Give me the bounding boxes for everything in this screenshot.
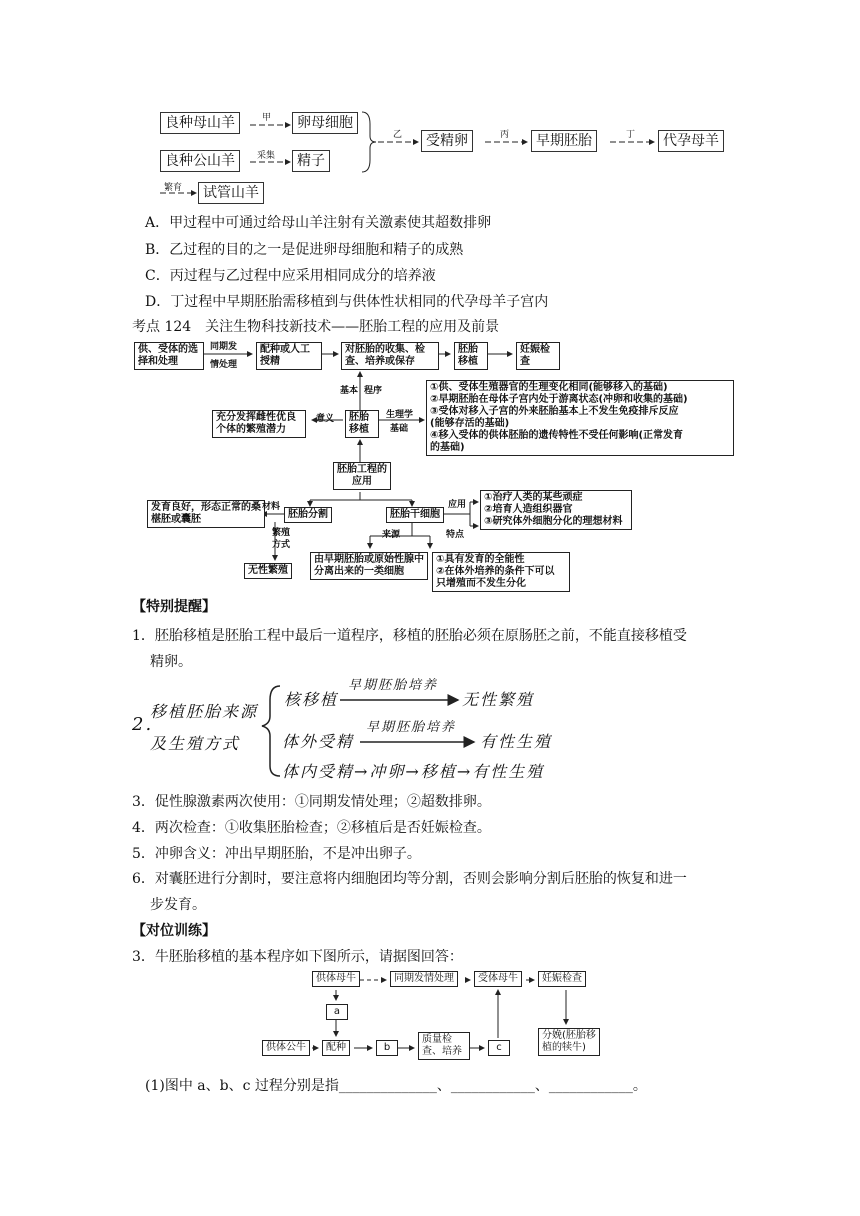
oocyte-box: 卵母细胞	[292, 112, 358, 134]
mating-box: 配种或人工授精	[256, 342, 322, 370]
step-b-box: b	[376, 1040, 398, 1056]
significance-box: 充分发挥雌性优良个体的繁殖潜力	[212, 410, 306, 438]
sync-estrus-box: 同期发情处理	[390, 971, 458, 987]
donor-bull-box: 供体公牛	[262, 1040, 310, 1056]
tip-6a: 6．对囊胚进行分割时，要注意将内细胞团均等分割，否则会影响分割后胚胎的恢复和进一	[132, 871, 687, 887]
tip-1a: 1．胚胎移植是胚胎工程中最后一道程序，移植的胚胎必须在原肠胚之前，不能直接移植受	[132, 628, 687, 644]
procedure-label: 程序	[364, 386, 383, 396]
tip-2-r2a: 体外受精	[282, 732, 355, 751]
collect-label: 采集	[257, 151, 276, 161]
surrogate-box: 代孕母羊	[658, 130, 724, 152]
basic-label: 基本	[340, 386, 359, 396]
ding-label: 丁	[626, 130, 636, 140]
embryo-collection-box: 对胚胎的收集、检查、培养或保存	[341, 342, 439, 370]
option-d: D．丁过程中早期胚胎需移植到与供体性状相同的代孕母羊子宫内	[145, 294, 549, 310]
use-2: ②培育人造组织器官	[484, 504, 573, 515]
option-c: C．丙过程与乙过程中应采用相同成分的培养液	[145, 268, 436, 284]
test-tube-goat-box: 试管山羊	[198, 182, 264, 204]
application-label: 应用	[448, 500, 467, 510]
question-3-1: (1)图中 a、b、c 过程分别是指______________、____________、____________。	[145, 1078, 647, 1094]
birth-box: 分娩(胚胎移植的犊牛)	[538, 1028, 600, 1056]
tip-1b: 精卵。	[150, 654, 192, 670]
breed-label: 繁育	[164, 183, 183, 193]
feature-label: 特点	[446, 530, 465, 540]
question-3: 3．牛胚胎移植的基本程序如下图所示，请据图回答：	[132, 949, 463, 965]
use-3: ③研究体外细胞分化的理想材料	[484, 516, 623, 527]
bing-label: 丙	[500, 130, 510, 140]
tip-2-r2-label: 早期胚胎培养	[366, 720, 457, 735]
sync-label-2: 情处理	[210, 360, 238, 370]
basis-2: ②早期胚胎在母体子宫内处于游离状态(冲卵和收集的基础)	[430, 394, 688, 405]
sperm-box: 精子	[292, 150, 330, 172]
repro-label-2: 方式	[272, 540, 291, 550]
tip-2-left-2: 及生殖方式	[150, 734, 241, 753]
material-box: 发育良好，形态正常的桑椹胚或囊胚	[147, 500, 265, 528]
tip-2-r1a: 核移植	[284, 690, 339, 709]
training-heading: 【对位训练】	[132, 923, 216, 939]
asexual-box: 无性繁殖	[244, 563, 292, 579]
tips-heading: 【特别提醒】	[132, 599, 216, 615]
tip-6b: 步发育。	[150, 897, 206, 913]
jia-label: 甲	[262, 113, 272, 123]
section-title: 考点 124 关注生物科技新技术——胚胎工程的应用及前景	[132, 319, 500, 335]
pregnancy-check-box-2: 妊娠检查	[538, 971, 586, 987]
recipient-cow-box: 受体母牛	[474, 971, 522, 987]
tip-5: 5．冲卵含义：冲出早期胚胎，不是冲出卵子。	[132, 846, 421, 862]
tip-2-r3: 体内受精→冲卵→移植→有性生殖	[282, 762, 545, 781]
embryo-engineering-app-box: 胚胎工程的应用	[333, 462, 391, 490]
early-embryo-box: 早期胚胎	[531, 130, 597, 152]
option-b: B．乙过程的目的之一是促进卵母细胞和精子的成熟	[145, 242, 464, 258]
mother-goat-box: 良种母山羊	[160, 112, 240, 134]
source-box: 由早期胚胎或原始性腺中分离出来的一类细胞	[310, 552, 428, 580]
material-label: 材料	[262, 502, 281, 512]
tip-2-r1-label: 早期胚胎培养	[348, 678, 439, 693]
pregnancy-check-box: 妊娠检查	[516, 342, 560, 370]
tip-2-r2b: 有性生殖	[480, 732, 553, 751]
feature-1: ①具有发育的全能性	[436, 554, 525, 565]
fertilized-egg-box: 受精卵	[421, 130, 473, 152]
use-1: ①治疗人类的某些顽症	[484, 492, 583, 503]
tip-2-left-1: 移植胚胎来源	[150, 702, 259, 721]
donor-cow-box: 供体母牛	[312, 971, 360, 987]
basis-3: ③受体对移入子宫的外来胚胎基本上不发生免疫排斥反应	[430, 406, 679, 417]
repro-label-1: 繁殖	[272, 528, 291, 538]
yi-label: 乙	[393, 130, 403, 140]
tip-2-r1b: 无性繁殖	[462, 690, 535, 709]
feature-3: 只增殖而不发生分化	[436, 578, 526, 589]
basis-4: ④移入受体的供体胚胎的遗传特性不受任何影响(正常发育	[430, 430, 684, 441]
embryonic-stem-cell-box: 胚胎干细胞	[386, 507, 444, 523]
source-label: 来源	[382, 530, 401, 540]
basis-4b: 的基础)	[430, 442, 465, 453]
tip-3: 3．促性腺激素两次使用：①同期发情处理；②超数排卵。	[132, 794, 491, 810]
tip-4: 4．两次检查：①收集胚胎检查；②移植后是否妊娠检查。	[132, 820, 491, 836]
sync-label-1: 同期发	[210, 342, 238, 352]
step-a-box: a	[326, 1004, 348, 1020]
embryo-transfer-center: 胚胎移植	[345, 410, 379, 438]
physiology-label-1: 生理学	[386, 410, 414, 420]
embryo-split-box: 胚胎分割	[284, 507, 332, 523]
basis-1: ①供、受体生殖器官的生理变化相同(能够移入的基础)	[430, 382, 668, 393]
option-a: A．甲过程中可通过给母山羊注射有关激素使其超数排卵	[145, 215, 492, 231]
step-c-box: c	[488, 1040, 510, 1056]
donor-recipient-box: 供、受体的选择和处理	[134, 342, 204, 370]
physiology-label-2: 基础	[390, 424, 409, 434]
significance-label: 意义	[316, 414, 335, 424]
basis-3b: (能够存活的基础)	[430, 418, 510, 429]
tip-2-number: 2.	[132, 714, 154, 735]
quality-check-box: 质量检查、培养	[418, 1032, 470, 1060]
feature-2: ②在体外培养的条件下可以	[436, 566, 555, 577]
mating-box-2: 配种	[322, 1040, 350, 1056]
embryo-transfer-box: 胚胎移植	[454, 342, 488, 370]
father-goat-box: 良种公山羊	[160, 150, 240, 172]
